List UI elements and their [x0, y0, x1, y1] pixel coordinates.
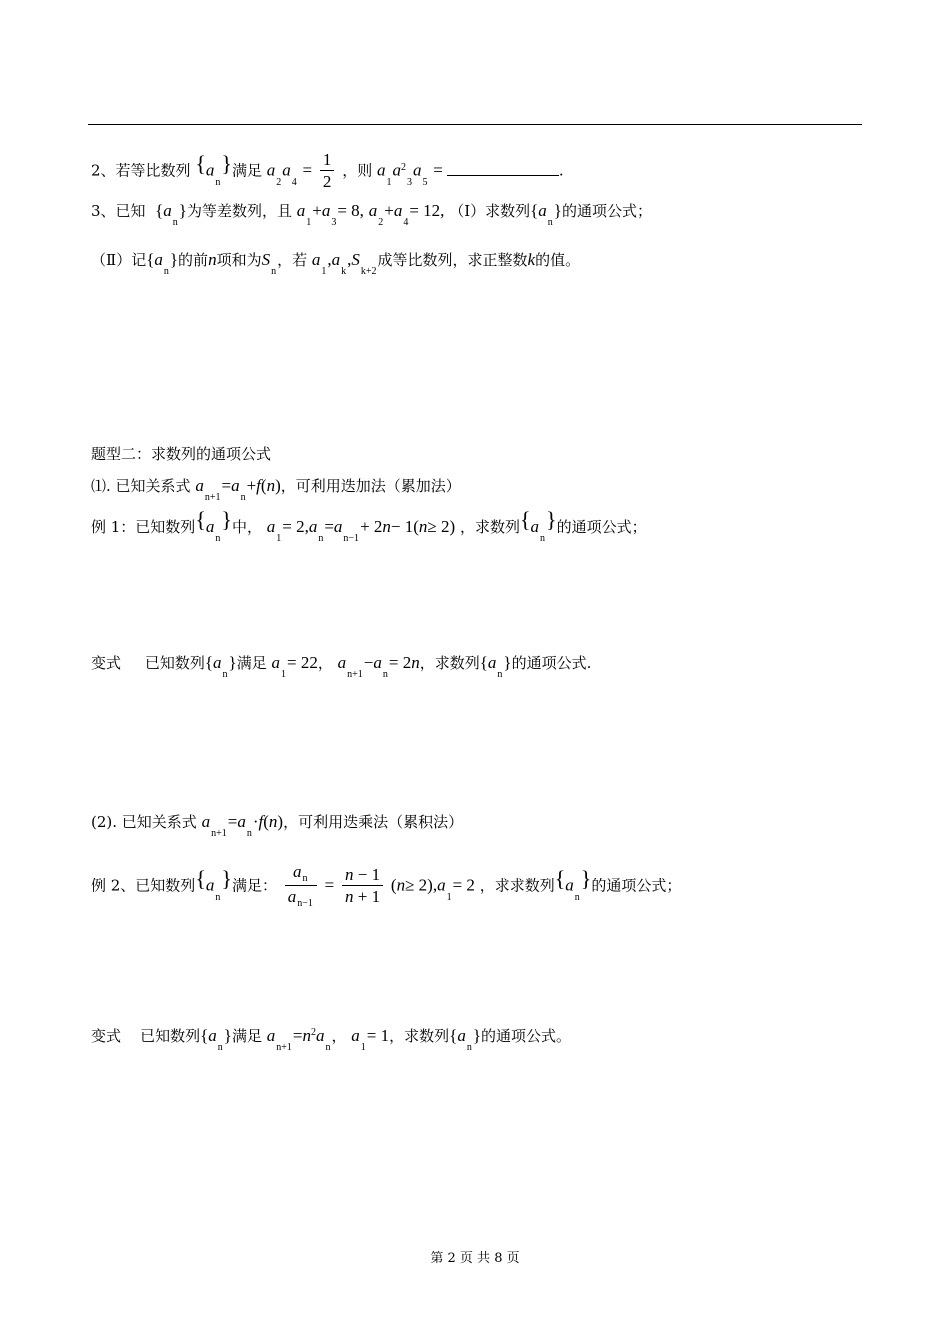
- fraction-one-half: $\frac{1}{2}$: [320, 150, 335, 193]
- fraction-a-ratio: $\frac{a_n}{a_{n-1}}$: [285, 862, 317, 911]
- question-3: 3、已知 $\{a_n\}$为等差数列，且 $a_1+a_3= 8$, $a_2+a_4= 12$, （Ⅰ）求数列$\{a_n\}$的通项公式；: [91, 201, 652, 228]
- header-rule: [88, 124, 862, 125]
- variant-1: 变式 已知数列$\{a_n\}$满足 $a_1= 22$， $a_{n+1}-a_n= 2n$，求数列$\{a_n\}$的通项公式.: [91, 653, 592, 680]
- fraction-n-ratio: $\frac{n - 1}{n + 1}$: [342, 865, 383, 908]
- answer-blank[interactable]: [447, 161, 559, 176]
- example-2: 例 2、已知数列$\{a_n\}$满足： $\frac{a_n}{a_{n-1}}$ = $\frac{n - 1}{n + 1}$ $(n\ge 2),a_1= 2$ ，求求数列$\{a_n\}$的通项公式；: [91, 862, 682, 909]
- variant-2: 变式 已知数列$\{a_n\}$满足 $a_{n+1}=n^2a_n$， $a_1= 1$，求数列$\{a_n\}$的通项公式。: [91, 1026, 571, 1053]
- method-2: (2). 已知关系式 $a_{n+1}=a_n\cdot f(n)$，可利用迭乘法（累积法）: [91, 812, 464, 839]
- page-footer: 第 2 页 共 8 页: [430, 1251, 520, 1266]
- section-title: 题型二：求数列的通项公式: [91, 445, 272, 463]
- example-1: 例 1：已知数列$\{a_n\}$中， $a_1= 2,a_n=a_{n-1}+ 2n- 1(n\ge 2)$ ，求数列$\{a_n\}$的通项公式；: [91, 507, 647, 544]
- question-2: 2、若等比数列 $\{a_n\}$满足 $a_2a_4$ = $\frac{1}{2}$ ，则 $a_1a^2_3a_5$ = .: [91, 150, 564, 191]
- method-1: ⑴. 已知关系式 $a_{n+1}=a_n+f(n)$，可利用迭加法（累加法）: [91, 476, 461, 503]
- question-3-part-2: （Ⅱ）记$\{a_n\}$的前n项和为$S_n$，若 $a_1,a_k,S_{k+2}$成等比数列，求正整数k的值。: [91, 250, 581, 277]
